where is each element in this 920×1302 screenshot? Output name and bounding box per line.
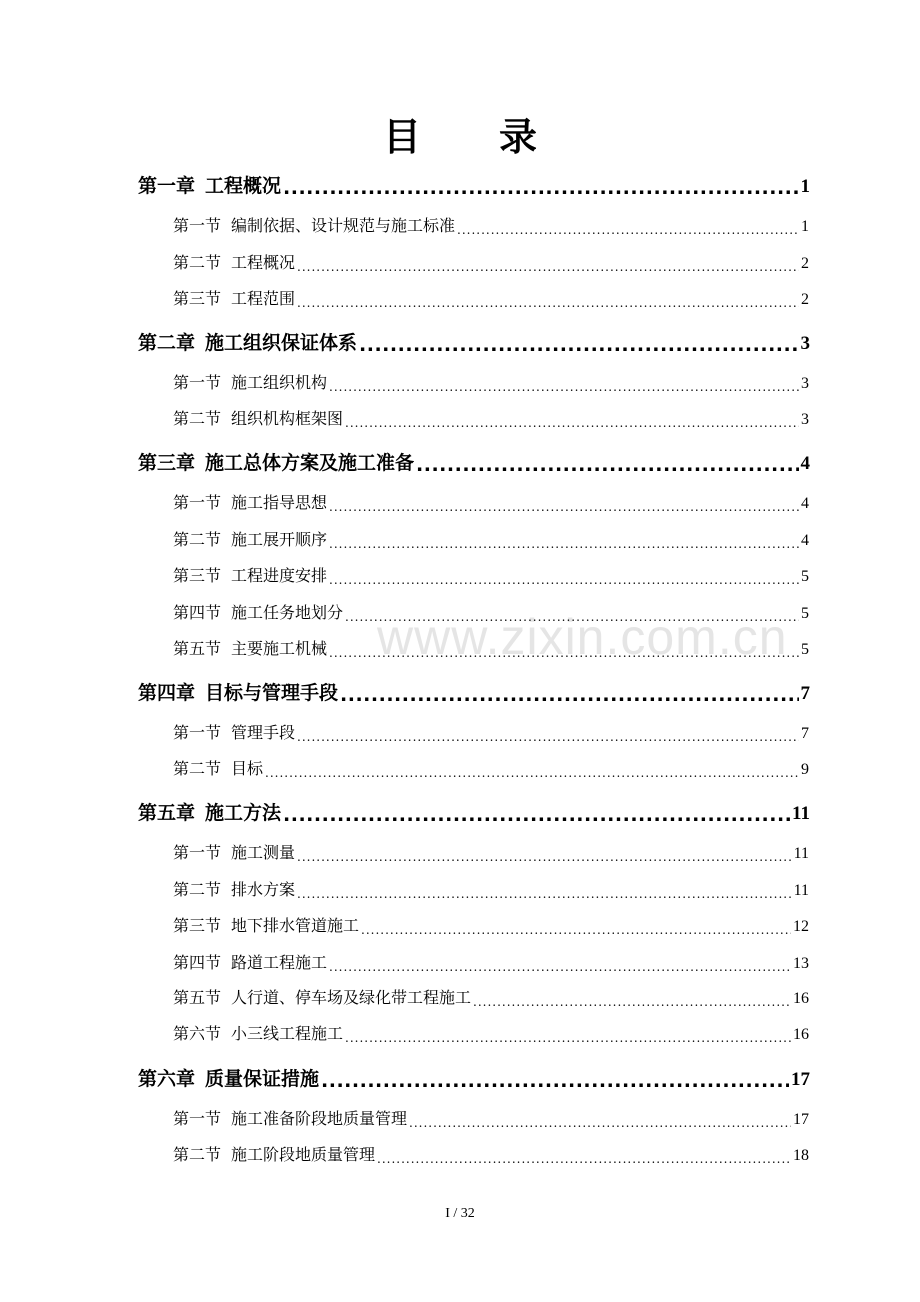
toc-chapter-entry[interactable] — [138, 799, 810, 825]
toc-entry-label — [173, 985, 471, 1008]
toc-entry-title: 人行道、停车场及绿化带工程施工 — [231, 988, 472, 1007]
toc-dot-leader — [265, 763, 799, 779]
toc-entry-title: 小三线工程施工 — [231, 1024, 344, 1043]
toc-dot-leader — [329, 957, 791, 973]
toc-entry-label — [173, 527, 327, 550]
toc-page-number: 1 — [801, 218, 809, 235]
toc-entry-number: 第三节 — [173, 289, 222, 308]
toc-section-entry[interactable] — [173, 914, 809, 936]
toc-section-entry[interactable] — [173, 251, 809, 273]
toc-entry-title: 工程进度安排 — [231, 566, 328, 585]
toc-dot-leader — [345, 607, 799, 623]
toc-page-number: 2 — [801, 291, 809, 308]
toc-page-number: 1 — [800, 176, 810, 197]
toc-entry-label — [173, 877, 295, 900]
toc-entry-title: 施工方法 — [205, 802, 282, 824]
toc-entry-title: 施工展开顺序 — [231, 530, 328, 549]
toc-chapter-entry[interactable] — [138, 449, 810, 475]
toc-section-entry[interactable] — [173, 528, 809, 550]
toc-entry-number: 第三章 — [138, 452, 196, 474]
toc-entry-title: 施工组织机构 — [231, 373, 328, 392]
toc-dot-leader — [473, 992, 791, 1008]
toc-chapter-entry[interactable] — [138, 329, 810, 355]
toc-section-entry[interactable] — [173, 491, 809, 513]
toc-entry-number: 第二节 — [173, 1145, 222, 1164]
toc-page-number: 7 — [801, 725, 809, 742]
toc-dot-leader — [329, 497, 799, 513]
toc-dot-leader — [409, 1113, 791, 1129]
toc-entry-title: 工程范围 — [231, 289, 296, 308]
title-right-char: 录 — [499, 114, 538, 159]
toc-entry-title: 工程概况 — [231, 253, 296, 272]
toc-entry-number: 第一节 — [173, 216, 222, 235]
toc-entry-label — [173, 1142, 375, 1165]
toc-entry-label — [173, 406, 343, 429]
toc-entry-number: 第二节 — [173, 880, 222, 899]
toc-entry-number: 第二章 — [138, 332, 196, 354]
toc-section-entry[interactable] — [173, 371, 809, 393]
toc-entry-title: 工程概况 — [205, 175, 282, 197]
toc-entry-label — [173, 1106, 407, 1129]
toc-entry-number: 第二节 — [173, 530, 222, 549]
toc-page-number: 11 — [793, 845, 809, 862]
toc-entry-title: 管理手段 — [231, 723, 296, 742]
toc-entry-label — [173, 950, 327, 973]
toc-entry-title: 地下排水管道施工 — [231, 916, 360, 935]
toc-entry-label — [173, 913, 359, 936]
toc-page-number: 5 — [801, 641, 809, 658]
toc-dot-leader — [359, 336, 798, 355]
toc-entry-number: 第一节 — [173, 843, 222, 862]
toc-entry-number: 第一章 — [138, 175, 196, 197]
toc-entry-title: 施工测量 — [231, 843, 296, 862]
toc-entry-title: 目标与管理手段 — [205, 682, 339, 704]
toc-entry-title: 施工阶段地质量管理 — [231, 1145, 376, 1164]
toc-entry-number: 第二节 — [173, 759, 222, 778]
toc-entry-title: 目标 — [231, 759, 264, 778]
toc-page-number: 9 — [801, 761, 809, 778]
toc-entry-label — [138, 171, 281, 198]
toc-entry-label — [138, 1064, 319, 1091]
toc-entry-label — [173, 286, 295, 309]
toc-dot-leader — [329, 534, 799, 550]
toc-section-entry[interactable] — [173, 757, 809, 779]
toc-section-entry[interactable] — [173, 1107, 809, 1129]
toc-entry-title: 路道工程施工 — [231, 953, 328, 972]
toc-entry-number: 第五节 — [173, 639, 222, 658]
toc-section-entry[interactable] — [173, 878, 809, 900]
toc-page-number: 12 — [793, 918, 809, 935]
toc-chapter-entry[interactable] — [138, 1065, 810, 1091]
toc-dot-leader — [297, 847, 792, 863]
toc-page-number: 11 — [792, 803, 810, 824]
toc-entry-label — [173, 250, 295, 273]
toc-dot-leader — [297, 257, 799, 273]
toc-entry-number: 第一节 — [173, 373, 222, 392]
watermark: www.zixin.com.cn — [377, 609, 788, 665]
toc-dot-leader — [297, 293, 799, 309]
toc-section-entry[interactable] — [173, 564, 809, 586]
toc-entry-number: 第一节 — [173, 493, 222, 512]
toc-page-number: 5 — [801, 605, 809, 622]
toc-section-entry[interactable] — [173, 1022, 809, 1044]
toc-entry-label — [138, 678, 338, 705]
toc-entry-number: 第四章 — [138, 682, 196, 704]
toc-dot-leader — [329, 377, 799, 393]
toc-dot-leader — [329, 570, 799, 586]
toc-dot-leader — [283, 806, 790, 825]
toc-entry-label — [173, 213, 455, 236]
toc-dot-leader — [377, 1149, 791, 1165]
toc-entry-number: 第四节 — [173, 953, 222, 972]
toc-entry-title: 施工总体方案及施工准备 — [205, 452, 415, 474]
toc-entry-number: 第三节 — [173, 916, 222, 935]
toc-entry-number: 第一节 — [173, 1109, 222, 1128]
toc-entry-label — [138, 798, 281, 825]
toc-entry-label — [138, 448, 414, 475]
toc-section-entry[interactable] — [173, 407, 809, 429]
toc-entry-title: 排水方案 — [231, 880, 296, 899]
toc-dot-leader — [345, 1028, 791, 1044]
toc-page-number: 4 — [801, 532, 809, 549]
toc-entry-title: 施工组织保证体系 — [205, 332, 358, 354]
toc-page-number: 16 — [793, 990, 809, 1007]
toc-entry-label — [173, 756, 263, 779]
toc-entry-label — [173, 1021, 343, 1044]
toc-dot-leader — [297, 727, 799, 743]
toc-dot-leader — [345, 413, 799, 429]
toc-entry-number: 第二节 — [173, 253, 222, 272]
toc-section-entry[interactable] — [173, 1143, 809, 1165]
toc-entry-title: 组织机构框架图 — [231, 409, 344, 428]
toc-entry-number: 第五章 — [138, 802, 196, 824]
toc-entry-number: 第四节 — [173, 603, 222, 622]
toc-dot-leader — [340, 686, 798, 705]
toc-entry-label — [173, 636, 327, 659]
toc-section-entry[interactable] — [173, 841, 809, 863]
toc-dot-leader — [321, 1072, 789, 1091]
toc-entry-label — [173, 720, 295, 743]
toc-section-entry[interactable] — [173, 951, 809, 973]
toc-page-number: 18 — [793, 1147, 809, 1164]
toc-page-number: 17 — [793, 1111, 809, 1128]
toc-entry-label — [173, 370, 327, 393]
toc-page-number: 11 — [793, 882, 809, 899]
toc-section-entry[interactable] — [173, 986, 809, 1008]
toc-page-number: 7 — [800, 683, 810, 704]
title-left-char: 目 — [382, 114, 421, 159]
toc-page-number: 13 — [793, 955, 809, 972]
toc-entry-label — [173, 563, 327, 586]
toc-entry-number: 第五节 — [173, 988, 222, 1007]
toc-entry-label — [173, 490, 327, 513]
toc-entry-title: 主要施工机械 — [231, 639, 328, 658]
toc-entry-title: 施工任务地划分 — [231, 603, 344, 622]
toc-entry-number: 第六节 — [173, 1024, 222, 1043]
toc-page-number: 3 — [801, 375, 809, 392]
toc-dot-leader — [283, 179, 798, 198]
toc-entry-title: 施工准备阶段地质量管理 — [231, 1109, 408, 1128]
toc-section-entry[interactable] — [173, 214, 809, 236]
toc-page-number: 4 — [800, 453, 810, 474]
toc-entry-label — [138, 328, 357, 355]
toc-section-entry[interactable] — [173, 287, 809, 309]
toc-entry-title: 质量保证措施 — [205, 1068, 320, 1090]
toc-page-number: 5 — [801, 568, 809, 585]
toc-chapter-entry[interactable] — [138, 679, 810, 705]
toc-entry-title: 编制依据、设计规范与施工标准 — [231, 216, 456, 235]
toc-entry-number: 第三节 — [173, 566, 222, 585]
toc-page-number: 3 — [801, 411, 809, 428]
toc-entry-title: 施工指导思想 — [231, 493, 328, 512]
page-number-footer: I / 32 — [445, 1206, 475, 1221]
toc-page-number: 3 — [800, 333, 810, 354]
toc-entry-label — [173, 600, 343, 623]
toc-dot-leader — [297, 884, 792, 900]
toc-entry-number: 第一节 — [173, 723, 222, 742]
toc-page-number: 16 — [793, 1026, 809, 1043]
toc-entry-number: 第六章 — [138, 1068, 196, 1090]
toc-dot-leader — [361, 920, 791, 936]
toc-section-entry[interactable] — [173, 721, 809, 743]
toc-section-entry[interactable] — [173, 601, 809, 623]
toc-entry-label — [173, 840, 295, 863]
toc-page-number: 17 — [791, 1069, 810, 1090]
toc-page-number: 2 — [801, 255, 809, 272]
toc-chapter-entry[interactable] — [138, 172, 810, 198]
toc-dot-leader — [416, 456, 798, 475]
toc-dot-leader — [329, 643, 799, 659]
toc-section-entry[interactable] — [173, 637, 809, 659]
toc-page-number: 4 — [801, 495, 809, 512]
toc-dot-leader — [457, 220, 799, 236]
toc-entry-number: 第二节 — [173, 409, 222, 428]
